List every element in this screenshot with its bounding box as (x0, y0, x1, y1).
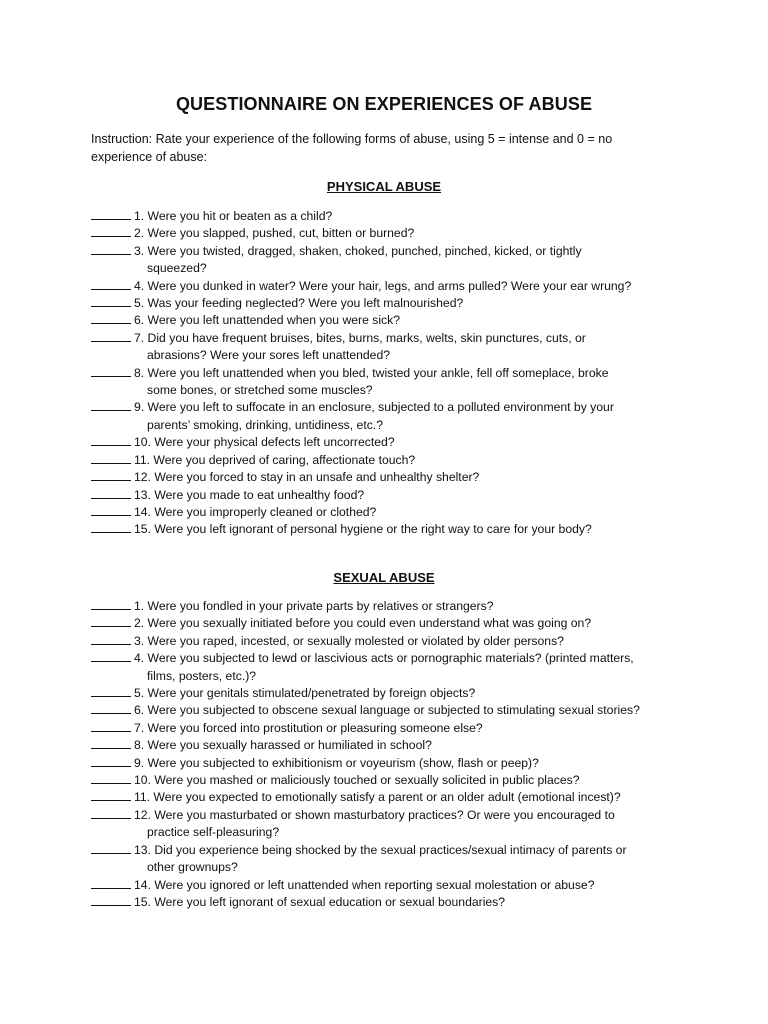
question-item (91, 720, 691, 737)
rating-blank[interactable] (91, 278, 131, 290)
rating-blank[interactable] (91, 434, 131, 446)
question-item (91, 399, 691, 434)
question-text: 1. Were you hit or beaten as a child? (134, 209, 333, 223)
question-item (91, 598, 691, 615)
question-text: 3. Were you raped, incested, or sexually molested or violated by older persons? (134, 633, 564, 648)
question-item (91, 504, 691, 521)
question-text: 3. Were you twisted, dragged, shaken, choked, punched, pinched, kicked, or tightly (134, 243, 582, 258)
rating-blank[interactable] (91, 598, 131, 610)
question-text: 15. Were you left ignorant of sexual education or sexual boundaries? (134, 894, 506, 909)
rating-blank[interactable] (91, 243, 131, 255)
question-item (91, 312, 691, 329)
question-text: 6. Were you left unattended when you were sick? (134, 313, 401, 328)
rating-blank[interactable] (91, 330, 131, 342)
question-item (91, 243, 691, 278)
question-item (91, 842, 691, 877)
question-text: 11. Were you deprived of caring, affectionate touch? (134, 452, 416, 467)
sexual-abuse-list (91, 598, 691, 911)
question-item (91, 702, 691, 719)
rating-blank[interactable] (91, 295, 131, 307)
question-text: 9. Were you left to suffocate in an enclosure, subjected to a polluted environment by your (134, 400, 614, 415)
rating-blank[interactable] (91, 365, 131, 377)
question-text: 14. Were you improperly cleaned or clothed? (134, 504, 377, 519)
question-text: 7. Did you have frequent bruises, bites, burns, marks, welts, skin punctures, cuts, or (134, 330, 586, 345)
rating-blank[interactable] (91, 720, 131, 732)
question-item (91, 225, 691, 242)
rating-blank[interactable] (91, 469, 131, 481)
question-text: 2. Were you sexually initiated before you could even understand what was going on? (134, 616, 592, 631)
question-text: 5. Were your genitals stimulated/penetrated by foreign objects? (134, 686, 476, 701)
sexual-abuse-heading: SEXUAL ABUSE (333, 570, 435, 585)
question-item (91, 685, 691, 702)
question-item (91, 772, 691, 789)
rating-blank[interactable] (91, 807, 131, 819)
rating-blank[interactable] (91, 312, 131, 324)
question-item (91, 615, 691, 632)
question-item (91, 633, 691, 650)
question-item (91, 330, 691, 365)
rating-blank[interactable] (91, 650, 131, 662)
question-item (91, 650, 691, 685)
question-text: 6. Were you subjected to obscene sexual language or subjected to stimulating sexual stories? (134, 703, 640, 718)
rating-blank[interactable] (91, 842, 131, 854)
rating-blank[interactable] (91, 208, 131, 220)
question-item (91, 469, 691, 486)
question-text: 11. Were you expected to emotionally satisfy a parent or an older adult (emotional incest)? (134, 790, 621, 805)
question-text: 4. Were you dunked in water? Were your hair, legs, and arms pulled? Were your ear wrung? (134, 278, 632, 293)
rating-blank[interactable] (91, 399, 131, 411)
question-item (91, 278, 691, 295)
question-item (91, 737, 691, 754)
question-text: 5. Was your feeding neglected? Were you left malnourished? (134, 296, 464, 311)
question-item (91, 295, 691, 312)
question-item (91, 807, 691, 842)
rating-blank[interactable] (91, 225, 131, 237)
question-item (91, 755, 691, 772)
question-text-continued: abrasions? Were your sores left unattended? (147, 348, 390, 363)
question-text-continued: practice self-pleasuring? (147, 825, 280, 840)
page-title: QUESTIONNAIRE ON EXPERIENCES OF ABUSE (175, 94, 593, 114)
rating-blank[interactable] (91, 452, 131, 464)
question-text: 9. Were you subjected to exhibitionism or voyeurism (show, flash or peep)? (134, 755, 539, 770)
question-text: 10. Were your physical defects left uncorrected? (134, 435, 395, 450)
question-text: 14. Were you ignored or left unattended when reporting sexual molestation or abuse? (134, 877, 595, 892)
rating-blank[interactable] (91, 504, 131, 516)
question-text: 7. Were you forced into prostitution or pleasuring someone else? (134, 720, 483, 735)
question-item (91, 434, 691, 451)
instruction-line: experience of abuse: (91, 150, 208, 164)
question-text: 10. Were you mashed or maliciously touched or sexually solicited in public places? (134, 773, 580, 788)
instruction-text (91, 130, 651, 166)
rating-blank[interactable] (91, 615, 131, 627)
rating-blank[interactable] (91, 894, 131, 906)
rating-blank[interactable] (91, 789, 131, 801)
question-item (91, 894, 691, 911)
physical-abuse-heading: PHYSICAL ABUSE (326, 179, 442, 194)
question-text-continued: parents’ smoking, drinking, untidiness, etc.? (147, 417, 383, 432)
rating-blank[interactable] (91, 633, 131, 645)
physical-abuse-list (91, 208, 691, 539)
question-text-continued: films, posters, etc.)? (147, 668, 257, 683)
question-text-continued: some bones, or stretched some muscles? (147, 383, 373, 398)
question-text: 12. Were you masturbated or shown masturbatory practices? Or were you encouraged to (134, 807, 615, 822)
question-text: 4. Were you subjected to lewd or lascivious acts or pornographic materials? (printed matters, (134, 651, 634, 666)
question-text: 2. Were you slapped, pushed, cut, bitten or burned? (134, 226, 415, 241)
question-item (91, 789, 691, 806)
instruction-line: Instruction: Rate your experience of the following forms of abuse, using 5 = intense and 0 = no (91, 132, 613, 146)
question-text-continued: squeezed? (147, 261, 207, 276)
question-item (91, 365, 691, 400)
question-text: 8. Were you sexually harassed or humiliated in school? (134, 738, 432, 753)
question-text: 8. Were you left unattended when you bled, twisted your ankle, fell off someplace, broke (134, 365, 609, 380)
rating-blank[interactable] (91, 755, 131, 767)
rating-blank[interactable] (91, 877, 131, 889)
question-text: 13. Were you made to eat unhealthy food? (134, 487, 365, 502)
rating-blank[interactable] (91, 702, 131, 714)
question-item (91, 521, 691, 538)
question-item (91, 452, 691, 469)
question-text: 13. Did you experience being shocked by the sexual practices/sexual intimacy of parents or (134, 842, 627, 857)
question-text: 1. Were you fondled in your private parts by relatives or strangers? (134, 599, 494, 613)
rating-blank[interactable] (91, 487, 131, 499)
rating-blank[interactable] (91, 772, 131, 784)
question-item (91, 877, 691, 894)
question-text: 12. Were you forced to stay in an unsafe and unhealthy shelter? (134, 470, 480, 485)
question-item (91, 208, 691, 225)
question-item (91, 487, 691, 504)
question-text: 15. Were you left ignorant of personal hygiene or the right way to care for your body? (134, 522, 592, 537)
rating-blank[interactable] (91, 521, 131, 533)
question-text-continued: other grownups? (147, 860, 238, 875)
rating-blank[interactable] (91, 737, 131, 749)
rating-blank[interactable] (91, 685, 131, 697)
